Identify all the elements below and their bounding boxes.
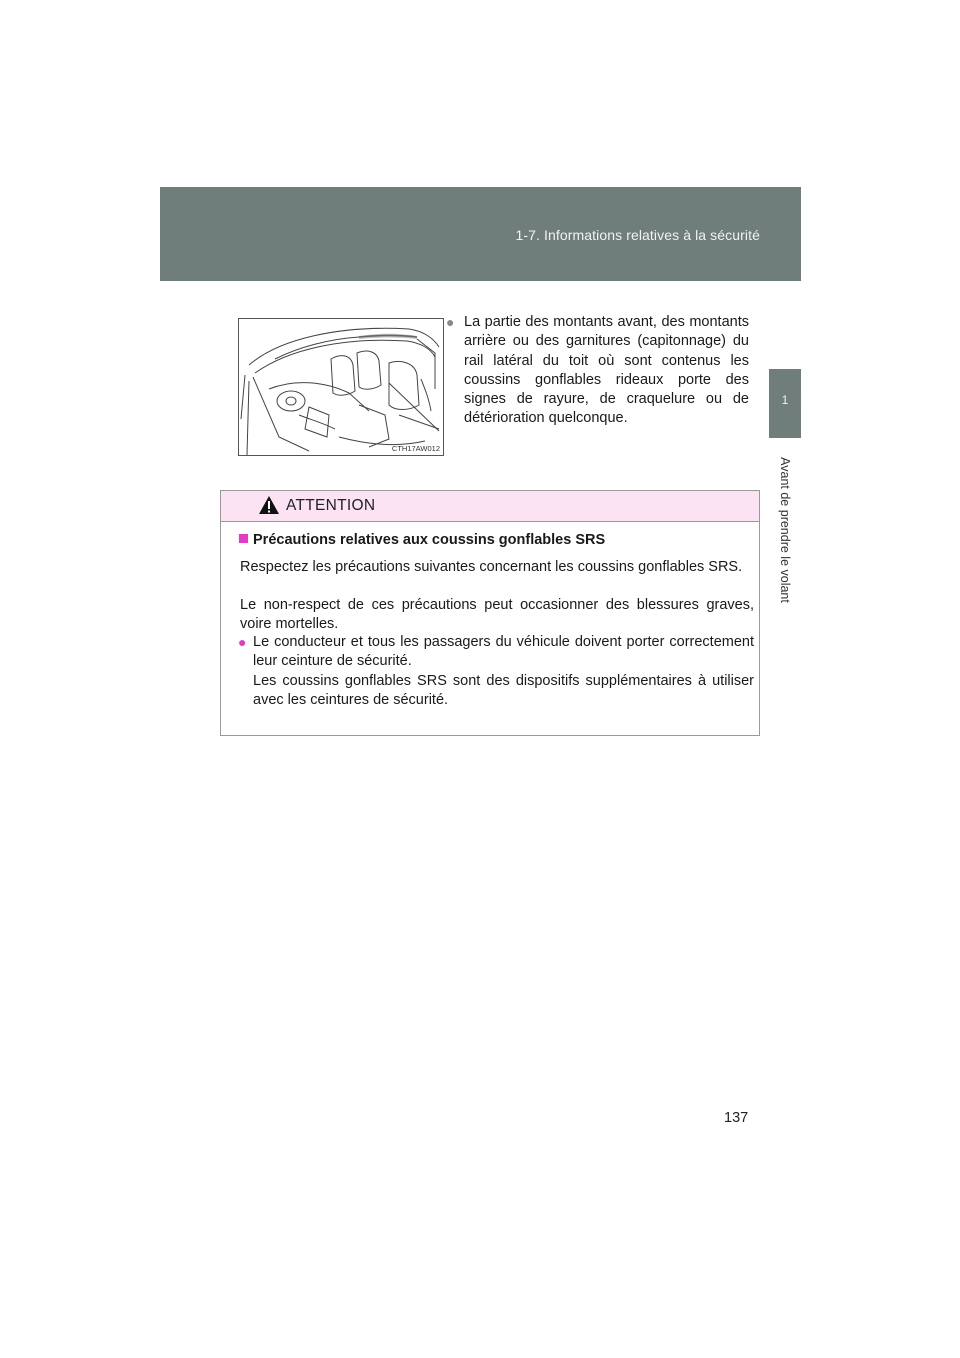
attention-para1: Respectez les précautions suivantes concernant les coussins gonflables SRS.	[240, 559, 743, 575]
attention-box	[220, 490, 760, 736]
attention-bullet-line2: Les coussins gonflables SRS sont des dispositifs supplémentaires à utiliser avec les ceintures de sécurité.	[253, 672, 754, 708]
attention-sub-bullet	[238, 633, 754, 710]
warning-triangle-icon	[258, 495, 280, 515]
attention-bullet-line1: Le conducteur et tous les passagers du véhicule doivent porter correctement leur ceinture de sécurité.	[253, 634, 754, 670]
header-band	[160, 187, 801, 281]
chapter-tab	[769, 369, 801, 438]
attention-heading-text: Précautions relatives aux coussins gonflables SRS	[253, 532, 606, 548]
bullet-dot-icon: ●	[446, 314, 455, 330]
car-interior-drawing	[239, 319, 443, 455]
attention-para2: Le non-respect de ces précautions peut occasionner des blessures graves, voire mortelles.	[240, 597, 754, 633]
attention-heading	[239, 532, 605, 548]
chapter-number: 1	[781, 393, 789, 407]
intro-bullet-text: La partie des montants avant, des montants arrière ou des garnitures (capitonnage) du rail latéral du toit où sont contenus les coussins gonflables rideaux porte des signes de rayure, de craquelure ou de détérioration quelconque.	[464, 314, 749, 427]
attention-header	[221, 491, 759, 522]
car-interior-illustration	[238, 318, 444, 456]
section-title: 1-7. Informations relatives à la sécurité	[515, 227, 760, 243]
page-number: 137	[724, 1110, 749, 1126]
bullet-dot-icon: ●	[238, 634, 247, 650]
figure-code: CTH17AW012	[391, 444, 440, 453]
intro-bullet	[446, 313, 749, 429]
chapter-label: Avant de prendre le volant	[778, 457, 792, 603]
square-bullet-icon	[239, 534, 248, 543]
attention-title: ATTENTION	[286, 497, 376, 514]
